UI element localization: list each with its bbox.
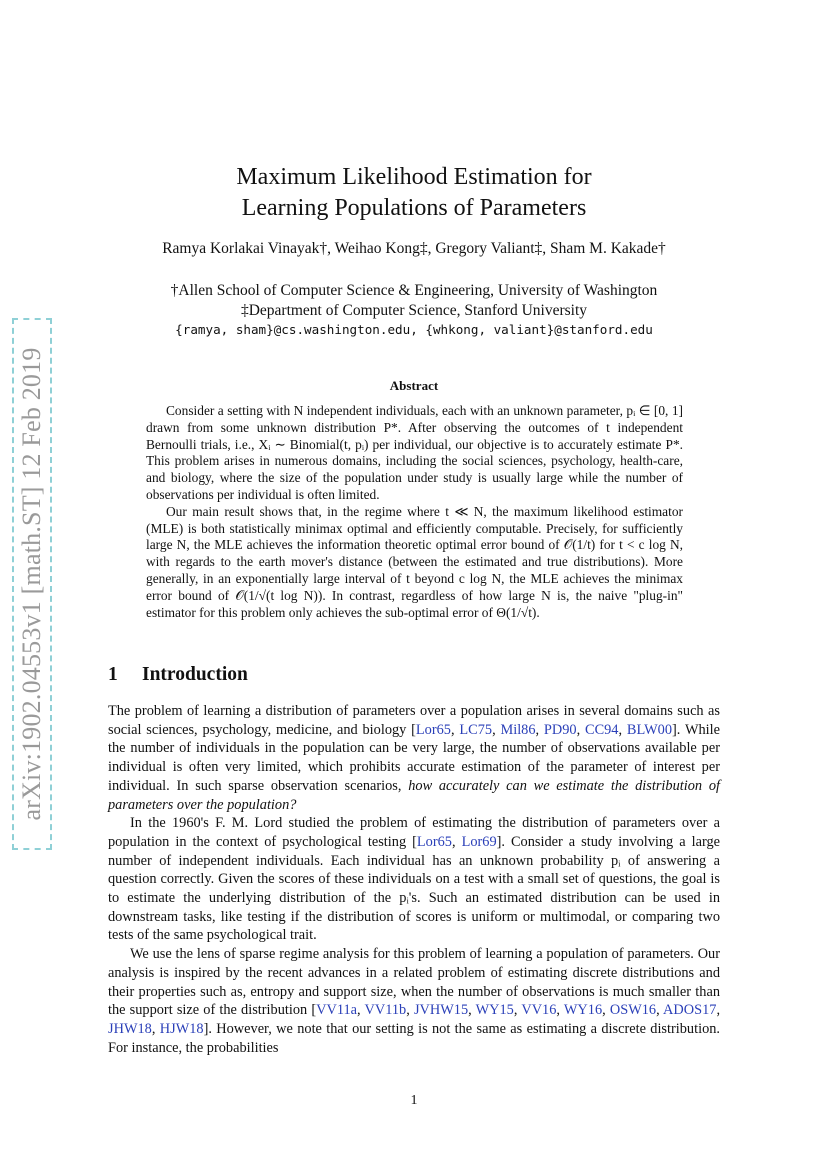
abstract-heading: Abstract xyxy=(389,378,439,393)
citation-link[interactable]: Lor65 xyxy=(416,833,452,850)
intro-paragraph-1: The problem of learning a distribution of parameters over a population arises in several domains such as social sciences, psychology, medicine, and biology [Lor65, LC75, Mil86, PD90, CC94, BLW00]. While the number of individuals in the population can be very large, the number of observations available per individual is often very limited, which prohibits accurate estimation of the parameter of interest per individual. In such sparse observation scenarios, how accurately can we estimate the distribution of parameters over the population? xyxy=(108,703,720,813)
introduction-body xyxy=(108,702,720,1057)
citation-link[interactable]: JHW18 xyxy=(108,1020,152,1037)
citation-link[interactable]: VV11b xyxy=(364,1002,407,1019)
intro-p2-text-b: ]. Consider a study involving a large number of independent individuals. Each individual has an unknown probability pᵢ of answering a question correctly. Given the scores of these individuals on a test with a small set of questions, the goal is to estimate the underlying distribution of the pᵢ's. Such an estimated distribution can be used in downstream tasks, like testing if the distribution of scores is uniform or multimodal, or comparing two tests of the same psychological trait. xyxy=(108,833,720,944)
paper-title xyxy=(108,162,720,224)
intro-p3-text-b: ]. However, we note that our setting is not the same as estimating a discrete distribution. For instance, the probabilities xyxy=(108,1020,721,1056)
citation-link[interactable]: BLW00 xyxy=(626,721,673,738)
intro-question: how accurately can we estimate the distribution of parameters over the population? xyxy=(108,777,720,813)
abstract-body xyxy=(146,403,683,621)
title-line-1: Maximum Likelihood Estimation for xyxy=(236,164,592,190)
affiliation-stanford: ‡Department of Computer Science, Stanford University xyxy=(240,301,588,319)
arxiv-identifier: arXiv:1902.04553v1 [math.ST] 12 Feb 2019 xyxy=(17,347,46,821)
page-number: 1 xyxy=(410,1093,418,1108)
abstract-paragraph-1: Consider a setting with N independent individuals, each with an unknown parameter, pᵢ ∈ [0, 1] drawn from some unknown distribution P*. After observing the outcomes of t independent Bernoulli trials, i.e., Xᵢ ∼ Binomial(t, pᵢ) per individual, our objective is to accurately estimate P*. This problem arises in numerous domains, including the social sciences, psychology, health-care, and biology, where the size of the population under study is usually large while the number of observations per individual is often limited. xyxy=(146,403,683,502)
citation-link[interactable]: CC94 xyxy=(585,721,619,738)
intro-paragraph-2: In the 1960's F. M. Lord studied the problem of estimating the distribution of parameters over a population in the context of psychological testing [Lor65, Lor69]. Consider a study involving a large number of independent individuals. Each individual has an unknown probability pᵢ of answering a question correctly. Given the scores of these individuals on a test with a small set of questions, the goal is to estimate the underlying distribution of the pᵢ's. Such an estimated distribution can be used in downstream tasks, like testing if the distribution of scores is uniform or multimodal, or comparing two tests of the same psychological trait. xyxy=(108,815,720,944)
intro-p2-text-a: In the 1960's F. M. Lord studied the problem of estimating the distribution of parameters over a population in the context of psychological testing [ xyxy=(108,815,720,850)
abstract-paragraph-2: Our main result shows that, in the regime where t ≪ N, the maximum likelihood estimator (MLE) is both statistically minimax optimal and efficiently computable. Precisely, for sufficiently large N, the MLE achieves the information theoretic optimal error bound of 𝒪(1/t) for t < c log N, with regards to the earth mover's distance (between the estimated and true distributions). More generally, in an exponentially large interval of t beyond c log N, the MLE achieves the minimax error bound of 𝒪(1/√(t log N)). In contrast, regardless of how large N is, the naive "plug-in" estimator for this problem only achieves the sub-optimal error of Θ(1/√t). xyxy=(146,503,683,620)
citation-link[interactable]: Lor69 xyxy=(461,833,497,850)
arxiv-side-stamp[interactable] xyxy=(12,318,52,850)
citation-link[interactable]: LC75 xyxy=(459,721,493,738)
citation-link[interactable]: JVHW15 xyxy=(413,1002,469,1019)
citation-link[interactable]: Mil86 xyxy=(500,721,536,738)
title-line-2: Learning Populations of Parameters xyxy=(241,195,587,221)
citation-link[interactable]: PD90 xyxy=(543,721,577,738)
citation-link[interactable]: WY15 xyxy=(475,1002,514,1019)
section-number: 1 xyxy=(108,664,118,685)
citation-link[interactable]: VV11a xyxy=(316,1002,358,1019)
section-title: Introduction xyxy=(142,664,248,685)
citation-link[interactable]: VV16 xyxy=(521,1002,557,1019)
affiliations xyxy=(108,281,720,340)
affiliation-washington: †Allen School of Computer Science & Engineering, University of Washington xyxy=(170,282,658,299)
citation-link[interactable]: HJW18 xyxy=(159,1020,204,1037)
intro-p3-text-a: We use the lens of sparse regime analysis for this problem of learning a population of parameters. Our analysis is inspired by the recent advances in a related problem of estimating discrete distributions and their properties such as, entropy and support size, when the number of observations is much smaller than the support size of the distribution [ xyxy=(108,946,720,1019)
author-list: Ramya Korlakai Vinayak†, Weihao Kong‡, Gregory Valiant‡, Sham M. Kakade† xyxy=(162,240,666,257)
citation-link[interactable]: WY16 xyxy=(563,1002,603,1019)
intro-p1-text-a: The problem of learning a distribution of parameters over a population arises in several domains such as social sciences, psychology, medicine, and biology [ xyxy=(108,703,720,738)
intro-p1-text-b: ]. While the number of individuals in the population can be very large, the number of observations available per individual is often very limited, which prohibits accurate estimation of the parameter of interest per individual. In such sparse observation scenarios, xyxy=(108,721,720,794)
author-emails[interactable]: {ramya, sham}@cs.washington.edu, {whkong, valiant}@stanford.edu xyxy=(175,322,653,337)
citation-link[interactable]: ADOS17 xyxy=(663,1002,717,1019)
section-heading xyxy=(108,664,248,686)
intro-paragraph-3: We use the lens of sparse regime analysis for this problem of learning a population of parameters. Our analysis is inspired by the recent advances in a related problem of estimating discrete distributions and their properties such as, entropy and support size, when the number of observations is much smaller than the support size of the distribution [VV11a, VV11b, JVHW15, WY15, VV16, WY16, OSW16, ADOS17, JHW18, HJW18]. However, we note that our setting is not the same as estimating a discrete distribution. For instance, the probabilities xyxy=(108,946,721,1056)
citation-link[interactable]: OSW16 xyxy=(609,1002,657,1019)
citation-link[interactable]: Lor65 xyxy=(415,721,451,738)
